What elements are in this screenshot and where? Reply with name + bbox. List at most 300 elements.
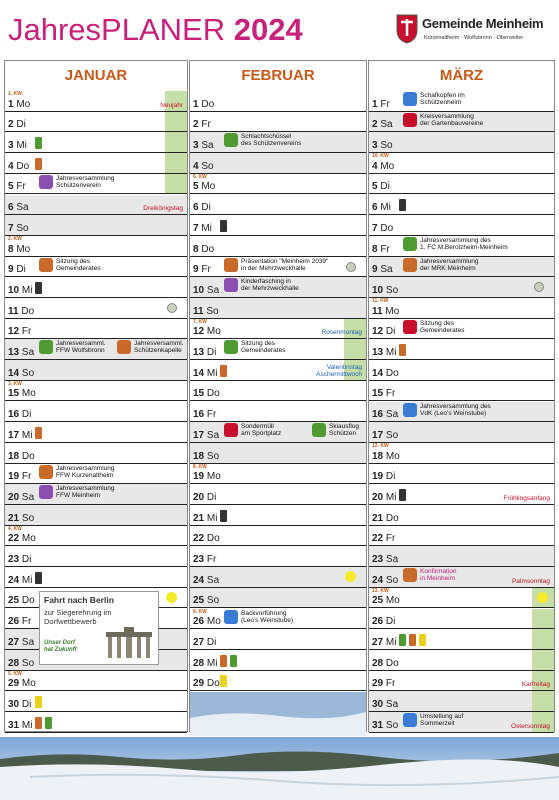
day-number <box>372 326 395 337</box>
day-number <box>193 119 211 130</box>
new-moon-sun-icon <box>537 592 548 603</box>
waste-bin-yellow-icon <box>220 675 227 687</box>
day-number <box>8 720 32 731</box>
day-row[interactable] <box>190 215 366 236</box>
day-num: 11 <box>8 305 19 317</box>
day-num: 25 <box>193 595 205 607</box>
day-weekday: So <box>385 719 399 731</box>
waste-bin-green-icon <box>35 137 42 149</box>
day-weekday: Mi <box>385 347 397 359</box>
day-row[interactable] <box>369 629 554 650</box>
highlight-bar <box>165 153 187 173</box>
event-line2: am Sportplatz <box>241 430 282 438</box>
day-row[interactable] <box>190 650 366 671</box>
day-weekday: Fr <box>380 243 390 255</box>
day-row[interactable] <box>369 360 554 381</box>
day-row[interactable] <box>369 484 554 505</box>
day-num: 24 <box>193 574 205 586</box>
day-number <box>372 554 398 565</box>
berlin-trip-line2: Dorfwettbewerb <box>44 617 97 626</box>
day-number <box>8 244 30 255</box>
calendar-week: 3. KW <box>8 380 22 387</box>
event-text <box>134 340 183 354</box>
calendar-week: 11. KW <box>372 298 389 304</box>
day-num: 23 <box>8 554 20 566</box>
day-row[interactable] <box>5 443 187 464</box>
day-num: 13 <box>8 347 20 359</box>
fire-brigade-icon <box>39 465 53 479</box>
day-row[interactable] <box>190 236 366 257</box>
day-weekday: So <box>201 160 214 172</box>
day-num: 30 <box>8 698 20 710</box>
day-row[interactable] <box>190 609 366 630</box>
day-number <box>372 595 400 606</box>
day-row[interactable] <box>369 691 554 712</box>
day-weekday: Do <box>206 388 220 400</box>
event-line2: 1. FC M.Berolzheim-Meinheim <box>420 243 508 251</box>
day-row[interactable] <box>369 671 554 692</box>
day-row[interactable] <box>5 298 187 319</box>
day-num: 31 <box>8 719 20 731</box>
day-number <box>8 264 26 275</box>
event-text <box>56 340 105 354</box>
day-row[interactable] <box>369 526 554 547</box>
day-num: 30 <box>372 698 384 710</box>
day-number <box>372 306 399 317</box>
day-number <box>8 575 32 586</box>
day-num: 3 <box>8 140 14 152</box>
day-weekday: Di <box>206 491 217 503</box>
day-row[interactable] <box>369 298 554 319</box>
day-weekday: Sa <box>380 264 393 276</box>
day-row[interactable] <box>5 505 187 526</box>
event-text <box>241 133 301 147</box>
day-weekday: Sa <box>380 119 393 131</box>
day-row[interactable] <box>369 381 554 402</box>
day-row[interactable] <box>190 174 366 195</box>
waste-bin-orange-icon <box>409 634 416 646</box>
day-weekday: Mo <box>21 388 36 400</box>
day-weekday: Mo <box>201 181 216 193</box>
day-row[interactable] <box>369 319 554 340</box>
day-row[interactable] <box>5 402 187 423</box>
day-row[interactable] <box>190 505 366 526</box>
cards-icon <box>403 92 417 106</box>
event-text <box>420 403 491 417</box>
day-row[interactable] <box>369 236 554 257</box>
holiday-label <box>522 681 550 688</box>
day-weekday: So <box>206 305 219 317</box>
day-number <box>372 119 393 130</box>
day-weekday: Fr <box>21 471 32 483</box>
day-row[interactable] <box>190 132 366 153</box>
day-row[interactable] <box>5 691 187 712</box>
day-row[interactable] <box>369 588 554 609</box>
day-row[interactable] <box>369 132 554 153</box>
day-row[interactable] <box>5 381 187 402</box>
event-text <box>241 278 299 292</box>
day-row[interactable] <box>190 588 366 609</box>
day-row[interactable] <box>190 360 366 381</box>
day-num: 23 <box>372 554 384 566</box>
day-num: 13 <box>372 347 384 359</box>
day-number <box>193 326 221 337</box>
day-num: 29 <box>193 678 205 690</box>
day-weekday: Fr <box>206 409 217 421</box>
holiday-name: Ostersonntag <box>510 722 550 730</box>
day-weekday: Fr <box>16 181 26 193</box>
day-num: 4 <box>8 160 14 172</box>
day-number <box>8 451 35 462</box>
highlight-bar <box>165 174 187 194</box>
day-row[interactable] <box>369 650 554 671</box>
day-num: 4 <box>193 160 199 172</box>
day-num: 26 <box>193 616 205 628</box>
day-row[interactable] <box>5 484 187 505</box>
calendar-week: 6. KW <box>193 173 207 180</box>
highlight-bar <box>532 691 554 711</box>
day-row[interactable] <box>5 132 187 153</box>
day-num: 9 <box>372 264 378 276</box>
day-num: 10 <box>193 284 205 296</box>
day-weekday: Do <box>21 305 35 317</box>
day-number <box>193 471 221 482</box>
event-line2: Schützenverein <box>56 181 101 189</box>
day-row[interactable] <box>5 153 187 174</box>
event-text <box>241 610 293 624</box>
day-num: 26 <box>372 616 384 628</box>
highlight-bar <box>532 609 554 629</box>
day-weekday: Do <box>206 533 220 545</box>
day-row[interactable] <box>369 422 554 443</box>
day-number <box>372 161 394 172</box>
day-row[interactable] <box>369 257 554 278</box>
day-weekday: Mo <box>385 450 400 462</box>
day-number <box>8 658 34 669</box>
event-text <box>56 485 115 499</box>
day-weekday: So <box>206 450 220 462</box>
month-title: JANUAR <box>64 67 128 84</box>
day-number <box>193 616 221 627</box>
day-number <box>193 492 216 503</box>
day-number <box>8 326 31 337</box>
day-row[interactable] <box>5 464 187 485</box>
day-weekday: Do <box>385 512 399 524</box>
day-row[interactable] <box>5 422 187 443</box>
event-line2: VdK (Leo's Weinstube) <box>420 409 487 417</box>
day-num: 22 <box>8 533 20 545</box>
day-row[interactable] <box>190 153 366 174</box>
waste-bin-yellow-icon <box>419 634 426 646</box>
municipality-logo <box>396 14 554 48</box>
event-line1: Kreisversammlung <box>420 112 474 120</box>
highlight-bar <box>344 339 366 359</box>
day-number <box>193 678 220 689</box>
day-num: 5 <box>372 181 378 193</box>
day-weekday: Mi <box>380 202 391 214</box>
cross-icon <box>403 568 417 582</box>
day-row[interactable] <box>369 174 554 195</box>
day-row[interactable] <box>5 174 187 195</box>
day-weekday: Do <box>380 222 394 234</box>
day-weekday: So <box>21 367 35 379</box>
day-number <box>372 285 398 296</box>
day-weekday: So <box>21 657 35 669</box>
calendar-week: 4. KW <box>8 525 22 532</box>
day-weekday: Sa <box>206 429 220 441</box>
day-row[interactable] <box>190 422 366 443</box>
day-row[interactable] <box>190 567 366 588</box>
day-number <box>193 637 216 648</box>
day-num: 8 <box>372 243 378 255</box>
day-row[interactable] <box>190 629 366 650</box>
day-number <box>372 471 395 482</box>
event-line2: Schützen <box>329 430 357 438</box>
day-row[interactable] <box>190 402 366 423</box>
event-line2: der Gartenbauvereine <box>420 119 484 127</box>
event-line2: Schützenheim <box>420 99 462 106</box>
day-weekday: Sa <box>206 284 220 296</box>
day-number <box>193 140 214 151</box>
day-row[interactable] <box>5 567 187 588</box>
day-weekday: Mo <box>16 98 31 110</box>
event-line1: Jahresversammlung des <box>420 402 491 410</box>
day-row[interactable] <box>190 91 366 112</box>
day-row[interactable] <box>5 257 187 278</box>
event-line2: Gemeinderates <box>56 264 101 272</box>
holiday-label <box>503 495 550 502</box>
day-weekday: Mi <box>206 512 218 524</box>
event-text <box>329 423 359 437</box>
dorf-logo-line1: Unser Dorf <box>44 640 76 646</box>
day-row[interactable] <box>369 339 554 360</box>
day-number <box>372 637 396 648</box>
calendar-week: 1. KW <box>8 91 22 97</box>
day-row[interactable] <box>5 215 187 236</box>
day-weekday: Mo <box>206 326 221 338</box>
day-row[interactable] <box>190 464 366 485</box>
calendar-week: 5. KW <box>8 670 22 677</box>
day-number <box>372 658 399 669</box>
event-text <box>241 340 285 354</box>
day-row[interactable] <box>190 546 366 567</box>
day-row[interactable] <box>190 319 366 340</box>
month-title: FEBRUAR <box>241 67 315 84</box>
day-row[interactable] <box>369 546 554 567</box>
waste-bin-orange-icon <box>220 365 227 377</box>
day-num: 13 <box>193 347 205 359</box>
day-row[interactable] <box>190 298 366 319</box>
full-moon-icon <box>534 282 544 292</box>
day-num: 28 <box>8 657 20 669</box>
day-row[interactable] <box>190 112 366 133</box>
day-row[interactable] <box>190 443 366 464</box>
day-row[interactable] <box>190 484 366 505</box>
holiday-label <box>143 205 183 212</box>
day-row[interactable] <box>190 339 366 360</box>
day-weekday: Do <box>21 450 35 462</box>
winter-landscape-photo <box>0 737 559 800</box>
day-row[interactable] <box>190 277 366 298</box>
band-icon <box>117 340 131 354</box>
day-number <box>8 699 31 710</box>
day-row[interactable] <box>5 91 187 112</box>
waste-bin-black-icon <box>220 220 227 232</box>
day-number <box>8 409 31 420</box>
day-num: 22 <box>193 533 205 545</box>
day-number <box>193 554 216 565</box>
ski-icon <box>312 423 326 437</box>
day-number <box>372 409 398 420</box>
day-num: 2 <box>193 119 199 131</box>
holiday-label <box>322 329 362 336</box>
day-num: 16 <box>8 409 20 421</box>
day-number <box>193 99 214 110</box>
day-row[interactable] <box>5 339 187 360</box>
waste-bin-green-icon <box>45 717 52 729</box>
event-text <box>56 465 115 479</box>
day-number <box>8 554 31 565</box>
event-text <box>56 258 100 272</box>
day-row[interactable] <box>369 464 554 485</box>
event-line1: Backvorführung <box>241 609 287 617</box>
holiday-label <box>316 364 362 378</box>
day-number <box>8 161 29 172</box>
day-number <box>8 181 26 192</box>
day-row[interactable] <box>5 277 187 298</box>
football-club-icon <box>403 237 417 251</box>
day-weekday: Mi <box>206 367 218 379</box>
day-row[interactable] <box>190 381 366 402</box>
event-line1: Jahresversammlung des <box>420 236 491 244</box>
day-weekday: Fr <box>385 388 396 400</box>
day-num: 24 <box>372 574 384 586</box>
day-weekday: Mo <box>385 305 400 317</box>
day-weekday: Fr <box>21 326 32 338</box>
day-row[interactable] <box>369 153 554 174</box>
day-row[interactable] <box>5 671 187 692</box>
coat-of-arms-icon <box>396 14 418 44</box>
highlight-bar <box>165 112 187 132</box>
day-row[interactable] <box>369 112 554 133</box>
vdk-icon <box>403 403 417 417</box>
day-num: 29 <box>8 678 20 690</box>
day-weekday: Di <box>21 409 32 421</box>
highlight-bar <box>532 650 554 670</box>
day-num: 12 <box>372 326 384 338</box>
event-line2: FFW Meinheim <box>56 492 101 500</box>
event-line1: Sondermüll <box>241 423 274 431</box>
day-number <box>8 595 35 606</box>
holiday-label <box>511 723 550 730</box>
day-num: 28 <box>372 657 384 669</box>
day-row[interactable] <box>190 671 366 692</box>
day-num: 18 <box>193 450 205 462</box>
day-row[interactable] <box>369 443 554 464</box>
day-row[interactable] <box>369 215 554 236</box>
day-row[interactable] <box>5 195 187 216</box>
waste-bin-green-icon <box>399 634 406 646</box>
day-number <box>372 99 390 110</box>
day-number <box>193 409 216 420</box>
day-num: 3 <box>372 140 378 152</box>
february-snow-photo <box>190 692 366 736</box>
day-row[interactable] <box>190 526 366 547</box>
day-row[interactable] <box>5 526 187 547</box>
day-row[interactable] <box>5 319 187 340</box>
day-weekday: Mo <box>206 616 221 628</box>
day-num: 16 <box>193 409 205 421</box>
day-num: 24 <box>8 574 20 586</box>
day-weekday: So <box>380 140 393 152</box>
day-number <box>372 223 393 234</box>
day-row[interactable] <box>369 402 554 423</box>
day-row[interactable] <box>5 236 187 257</box>
day-num: 17 <box>193 429 205 441</box>
dorf-logo-line2: hat Zukunft <box>44 647 77 653</box>
day-weekday: Do <box>21 595 35 607</box>
day-num: 15 <box>193 388 205 400</box>
event-text <box>56 175 115 189</box>
new-moon-sun-icon <box>345 571 356 582</box>
day-num: 20 <box>193 491 205 503</box>
day-row[interactable] <box>5 360 187 381</box>
day-number <box>372 533 395 544</box>
day-num: 20 <box>372 491 384 503</box>
event-line1: Konfirmation <box>420 568 457 576</box>
event-text <box>241 258 328 272</box>
event-line2: der MRK Meinheim <box>420 264 476 272</box>
waste-bin-orange-icon <box>220 655 227 667</box>
day-row[interactable] <box>369 277 554 298</box>
day-row[interactable] <box>5 112 187 133</box>
event-line2: (Leo's Weinstube) <box>241 616 294 624</box>
day-row[interactable] <box>369 195 554 216</box>
event-text <box>420 568 457 582</box>
day-number <box>8 513 34 524</box>
day-number <box>193 181 215 192</box>
waste-bin-green-icon <box>230 655 237 667</box>
day-row[interactable] <box>369 712 554 733</box>
day-row[interactable] <box>369 609 554 630</box>
day-row[interactable] <box>369 567 554 588</box>
day-number <box>372 347 396 358</box>
day-weekday: Mi <box>206 657 218 669</box>
event-line1: Präsentation "Meinheim 2039" <box>241 257 329 265</box>
day-row[interactable] <box>190 257 366 278</box>
day-number <box>193 658 217 669</box>
day-weekday: Di <box>380 181 390 193</box>
holiday-name: Dreikönigstag <box>143 205 183 213</box>
day-row[interactable] <box>369 505 554 526</box>
day-row[interactable] <box>190 195 366 216</box>
day-row[interactable] <box>5 712 187 733</box>
holiday-label <box>160 102 183 109</box>
month-3 <box>368 60 555 732</box>
day-row[interactable] <box>5 546 187 567</box>
month-title: MÄRZ <box>439 67 484 84</box>
day-number <box>8 678 36 689</box>
event-line1: Jahresversamml. <box>134 340 184 348</box>
day-number <box>193 244 214 255</box>
event-line1: Umstellung auf <box>420 713 464 720</box>
day-number <box>193 306 219 317</box>
day-num: 3 <box>193 140 199 152</box>
day-number <box>8 223 29 234</box>
event-line1: Jahresversammlung <box>56 174 115 182</box>
day-row[interactable] <box>369 91 554 112</box>
day-weekday: Mo <box>385 595 400 607</box>
